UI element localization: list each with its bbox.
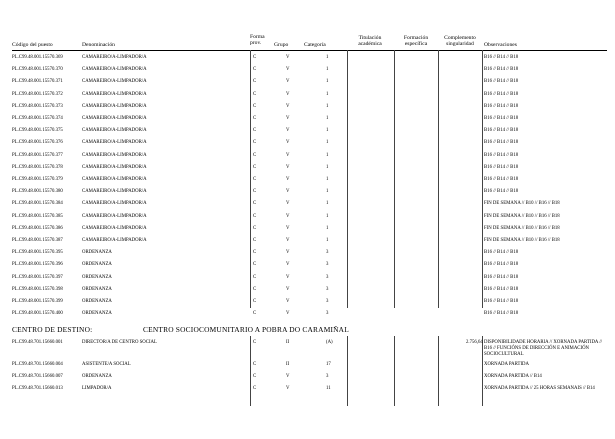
table-row	[0, 340, 615, 360]
row-categoria: 1	[326, 140, 329, 146]
row-complemento: 2.756,64	[466, 340, 483, 345]
row-categoria: 3	[326, 262, 329, 268]
row-grupo: V	[286, 67, 290, 73]
row-code: PL.C99.48.001.15570.384	[12, 201, 63, 207]
row-forma: C	[253, 91, 257, 97]
row-categoria: 1	[326, 55, 329, 60]
row-observaciones: B16 // B14 // B18	[484, 250, 519, 256]
row-code: PL.C99.48.001.15570.369	[12, 55, 63, 60]
row-observaciones: B16 // B14 // B18	[484, 299, 519, 304]
row-code: PL.C99.48.001.15570.370	[12, 67, 63, 73]
row-denominacion: CAMAREIRO/A-LIMPADOR/A	[82, 201, 147, 207]
row-forma: C	[253, 286, 257, 292]
row-forma: C	[253, 225, 257, 231]
row-forma: C	[253, 67, 257, 73]
row-code: PL.C99.48.001.15570.385	[12, 213, 63, 219]
table-row	[0, 79, 615, 89]
header-titulacion: Titulación académica	[358, 35, 382, 48]
row-categoria: 3	[326, 299, 329, 304]
row-observaciones: B16 // B14 // B18	[484, 55, 519, 60]
row-denominacion: ORDENANZA	[82, 286, 112, 292]
row-forma: C	[253, 311, 257, 317]
table-row	[0, 116, 615, 126]
row-code: PL.C99.48.001.15570.378	[12, 164, 63, 170]
row-forma: C	[253, 116, 257, 121]
row-categoria: 11	[326, 386, 331, 391]
row-observaciones: B16 // B14 // B18	[484, 79, 519, 85]
header-grupo: Grupo	[274, 42, 289, 48]
row-grupo: V	[286, 79, 290, 85]
row-forma: C	[253, 274, 257, 280]
row-observaciones: XORNADA PARTIDA // B14	[484, 374, 542, 379]
row-denominacion: CAMAREIRO/A-LIMPADOR/A	[82, 164, 147, 170]
row-forma: C	[253, 189, 257, 195]
table-row	[0, 311, 615, 321]
table-row	[0, 262, 615, 272]
row-denominacion: ORDENANZA	[82, 262, 112, 268]
row-observaciones: DISPONIBILIDADE HORARIA // XORNADA PARTIDA // B16 // FUNCIÓNS DE DIRECCIÓN E ANIMACIÓN SOCIOCULTURAL	[484, 340, 602, 357]
row-grupo: V	[286, 189, 290, 195]
table-row	[0, 92, 615, 102]
row-observaciones: B16 // B14 // B18	[484, 311, 519, 317]
row-grupo: V	[286, 238, 290, 243]
row-observaciones: B16 // B14 // B18	[484, 189, 519, 195]
row-grupo: V	[286, 164, 290, 170]
row-grupo: V	[286, 55, 290, 60]
row-denominacion: CAMAREIRO/A-LIMPADOR/A	[82, 189, 147, 195]
row-denominacion: DIRECTOR/A DE CENTRO SOCIAL	[82, 340, 157, 345]
row-forma: C	[253, 55, 257, 60]
row-denominacion: ORDENANZA	[82, 250, 112, 256]
table-row	[0, 104, 615, 114]
row-observaciones: XORNADA PARTIDA // 25 HORAS SEMANAIS // B14	[484, 386, 595, 391]
row-code: PL.C99.48.701.15660.004	[12, 362, 63, 367]
row-code: PL.C99.48.001.15570.377	[12, 152, 63, 158]
row-code: PL.C99.48.001.15570.371	[12, 79, 63, 85]
row-code: PL.C99.48.001.15570.387	[12, 238, 63, 243]
row-forma: C	[253, 362, 257, 367]
row-observaciones: B16 // B14 // B18	[484, 67, 519, 73]
row-grupo: V	[286, 262, 290, 268]
row-code: PL.C99.48.001.15570.372	[12, 91, 63, 97]
row-observaciones: FIN DE SEMANA // B10 // B16 // B18	[484, 238, 560, 243]
row-forma: C	[253, 262, 257, 268]
row-categoria: (A)	[326, 340, 333, 345]
section-label: CENTRO DE DESTINO:	[12, 325, 93, 334]
row-categoria: 1	[326, 177, 329, 182]
row-grupo: V	[286, 250, 290, 256]
row-categoria: 3	[326, 250, 329, 256]
header-codigo: Código del puesto	[12, 42, 53, 48]
row-observaciones: FIN DE SEMANA // B10 // B16 // B18	[484, 201, 560, 207]
row-observaciones: B16 // B14 // B18	[484, 140, 519, 146]
section-name: CENTRO SOCIOCOMUNITARIO A POBRA DO CARAMIÑAL	[143, 325, 349, 334]
row-denominacion: CAMAREIRO/A-LIMPADOR/A	[82, 103, 147, 109]
row-grupo: V	[286, 177, 290, 182]
row-grupo: V	[286, 152, 290, 158]
row-forma: C	[253, 340, 257, 345]
row-denominacion: CAMAREIRO/A-LIMPADOR/A	[82, 91, 147, 97]
row-code: PL.C99.48.001.15570.400	[12, 311, 63, 317]
row-grupo: V	[286, 103, 290, 109]
row-categoria: 1	[326, 189, 329, 195]
row-code: PL.C99.48.001.15570.375	[12, 128, 63, 134]
row-forma: C	[253, 201, 257, 207]
table-row	[0, 67, 615, 77]
table-row	[0, 275, 615, 285]
row-grupo: II	[286, 362, 290, 367]
row-grupo: V	[286, 299, 290, 304]
table-row	[0, 201, 615, 211]
row-categoria: 1	[326, 116, 329, 121]
row-grupo: II	[286, 340, 290, 345]
row-denominacion: LIMPADOR/A	[82, 386, 112, 391]
row-forma: C	[253, 128, 257, 134]
table-row	[0, 55, 615, 65]
row-categoria: 1	[326, 91, 329, 97]
table-row	[0, 189, 615, 199]
table-row	[0, 226, 615, 236]
row-grupo: V	[286, 213, 290, 219]
row-code: PL.C99.48.001.15570.374	[12, 116, 63, 121]
row-code: PL.C99.48.001.15570.379	[12, 177, 63, 182]
row-categoria: 3	[326, 286, 329, 292]
table-row	[0, 128, 615, 138]
row-observaciones: B16 // B14 // B18	[484, 128, 519, 134]
table-row	[0, 140, 615, 150]
row-observaciones: B16 // B14 // B18	[484, 116, 519, 121]
row-categoria: 1	[326, 103, 329, 109]
row-code: PL.C99.48.001.15570.373	[12, 103, 63, 109]
row-code: PL.C99.48.701.15660.013	[12, 386, 63, 391]
row-forma: C	[253, 164, 257, 170]
row-categoria: 1	[326, 152, 329, 158]
header-categoria: Categoría	[304, 42, 326, 48]
row-denominacion: ORDENANZA	[82, 299, 112, 304]
row-grupo: V	[286, 225, 290, 231]
table-row	[0, 386, 615, 406]
row-categoria: 3	[326, 274, 329, 280]
row-observaciones: B16 // B14 // B18	[484, 262, 519, 268]
table-row	[0, 287, 615, 297]
table-row	[0, 250, 615, 260]
row-categoria: 17	[326, 362, 331, 367]
row-code: PL.C99.48.001.15570.397	[12, 274, 63, 280]
row-observaciones: B16 // B14 // B18	[484, 164, 519, 170]
row-observaciones: B16 // B14 // B18	[484, 177, 519, 182]
row-forma: C	[253, 250, 257, 256]
row-categoria: 1	[326, 238, 329, 243]
row-forma: C	[253, 299, 257, 304]
row-categoria: 1	[326, 225, 329, 231]
row-denominacion: CAMAREIRO/A-LIMPADOR/A	[82, 225, 147, 231]
row-grupo: V	[286, 116, 290, 121]
row-grupo: V	[286, 374, 290, 379]
row-code: PL.C99.48.001.15570.396	[12, 262, 63, 268]
row-categoria: 1	[326, 79, 329, 85]
row-denominacion: ORDENANZA	[82, 274, 112, 280]
row-grupo: V	[286, 128, 290, 134]
row-categoria: 1	[326, 201, 329, 207]
row-forma: C	[253, 103, 257, 109]
row-denominacion: ASISTENTE/A SOCIAL	[82, 362, 131, 367]
row-denominacion: CAMAREIRO/A-LIMPADOR/A	[82, 55, 147, 60]
row-categoria: 3	[326, 374, 329, 379]
table-row	[0, 299, 615, 309]
row-forma: C	[253, 152, 257, 158]
row-forma: C	[253, 374, 257, 379]
row-observaciones: FIN DE SEMANA // B10 // B16 // B18	[484, 225, 560, 231]
row-code: PL.C99.48.001.15570.376	[12, 140, 63, 146]
row-forma: C	[253, 386, 257, 391]
row-code: PL.C99.48.001.15570.399	[12, 299, 63, 304]
row-observaciones: B16 // B14 // B18	[484, 274, 519, 280]
table-row	[0, 214, 615, 224]
row-observaciones: XORNADA PARTIDA	[484, 362, 529, 367]
row-grupo: V	[286, 386, 290, 391]
header-denominacion: Denominación	[82, 42, 115, 48]
row-forma: C	[253, 238, 257, 243]
row-code: PL.C99.48.001.15570.386	[12, 225, 63, 231]
row-grupo: V	[286, 274, 290, 280]
row-forma: C	[253, 177, 257, 182]
header-formacion: Formación específica	[403, 35, 429, 48]
row-code: PL.C99.48.001.15570.380	[12, 189, 63, 195]
table-row	[0, 177, 615, 187]
row-forma: C	[253, 140, 257, 146]
table-row	[0, 238, 615, 248]
row-categoria: 1	[326, 164, 329, 170]
row-forma: C	[253, 213, 257, 219]
table-row	[0, 374, 615, 384]
row-code: PL.C99.48.001.15570.395	[12, 250, 63, 256]
row-categoria: 1	[326, 213, 329, 219]
row-denominacion: CAMAREIRO/A-LIMPADOR/A	[82, 152, 147, 158]
row-observaciones: B16 // B14 // B18	[484, 152, 519, 158]
row-code: PL.C99.48.701.15660.007	[12, 374, 63, 379]
row-observaciones: FIN DE SEMANA // B10 // B16 // B18	[484, 213, 560, 219]
row-denominacion: CAMAREIRO/A-LIMPADOR/A	[82, 177, 147, 182]
row-categoria: 1	[326, 67, 329, 73]
row-denominacion: CAMAREIRO/A-LIMPADOR/A	[82, 238, 147, 243]
row-denominacion: ORDENANZA	[82, 311, 112, 317]
header-complemento: Complemento singularidad	[444, 35, 476, 48]
header-forma: Forma prov.	[250, 34, 265, 47]
row-categoria: 1	[326, 128, 329, 134]
row-categoria: 3	[326, 311, 329, 317]
row-code: PL.C99.48.001.15570.398	[12, 286, 63, 292]
row-grupo: V	[286, 311, 290, 317]
row-denominacion: CAMAREIRO/A-LIMPADOR/A	[82, 213, 147, 219]
row-observaciones: B16 // B14 // B18	[484, 103, 519, 109]
row-denominacion: CAMAREIRO/A-LIMPADOR/A	[82, 79, 147, 85]
row-denominacion: CAMAREIRO/A-LIMPADOR/A	[82, 116, 147, 121]
row-grupo: V	[286, 201, 290, 207]
row-denominacion: CAMAREIRO/A-LIMPADOR/A	[82, 140, 147, 146]
row-grupo: V	[286, 286, 290, 292]
table-row	[0, 362, 615, 372]
row-observaciones: B16 // B14 // B18	[484, 286, 519, 292]
row-denominacion: CAMAREIRO/A-LIMPADOR/A	[82, 67, 147, 73]
table-row	[0, 153, 615, 163]
row-grupo: V	[286, 140, 290, 146]
row-denominacion: ORDENANZA	[82, 374, 112, 379]
header-observaciones: Observaciones	[484, 42, 517, 48]
header-rule	[12, 50, 607, 51]
row-denominacion: CAMAREIRO/A-LIMPADOR/A	[82, 128, 147, 134]
row-code: PL.C99.48.701.15660.001	[12, 340, 63, 345]
row-forma: C	[253, 79, 257, 85]
row-observaciones: B16 // B14 // B18	[484, 91, 519, 97]
row-grupo: V	[286, 91, 290, 97]
table-row	[0, 165, 615, 175]
